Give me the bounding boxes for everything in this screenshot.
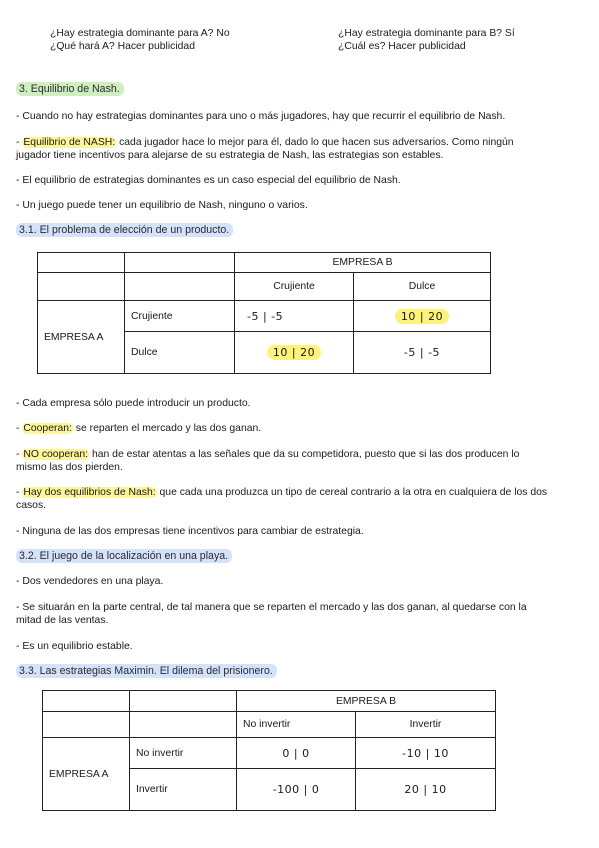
company-a-header: EMPRESA A (38, 301, 125, 374)
section-3-heading-line (16, 83, 581, 96)
s31-p3-text: han de estar atentas a las señales que da su competidora, puesto que si las dos producen lo (89, 449, 520, 460)
empty-cell (130, 691, 237, 712)
prisoners-dilemma-payoff-table (42, 690, 496, 811)
company-b-header: EMPRESA B (237, 691, 496, 712)
section-33-heading-line (16, 665, 581, 678)
cooperan-term: Cooperan: (23, 423, 72, 434)
s31-paragraph-2 (16, 422, 581, 435)
nash-payoff-value: 10 | 20 (267, 345, 321, 360)
section-33-heading: 3.3. Las estrategias Maximin. El dilema del prisionero. (16, 664, 277, 678)
s32-paragraph-3: - Es un equilibrio estable. (16, 641, 133, 652)
payoff-noinv-noinv (237, 738, 356, 769)
payoff-dulce-dulce (354, 332, 491, 374)
payoff-crujiente-crujiente (235, 301, 354, 332)
empty-cell (130, 712, 237, 738)
s3-paragraph-2 (16, 136, 581, 162)
s31-paragraph-3 (16, 448, 581, 474)
nash-payoff-value: 10 | 20 (395, 309, 449, 324)
b-dominant-question: ¿Hay estrategia dominante para B? Sí (338, 28, 515, 39)
s31-p3-text-line2: mismo las dos pierden. (16, 462, 123, 473)
s31-p4-text-line2: casos. (16, 500, 47, 511)
row-header-no-invertir: No invertir (130, 738, 237, 769)
col-header-no-invertir: No invertir (237, 712, 356, 738)
s3-paragraph-3: - El equilibrio de estrategias dominantes es un caso especial del equilibrio de Nash. (16, 175, 401, 186)
payoff-value: 20 | 10 (404, 783, 447, 796)
payoff-value: 0 | 0 (282, 746, 310, 760)
empty-cell (38, 253, 125, 273)
payoff-crujiente-dulce (354, 301, 491, 332)
a-dominant-question: ¿Hay estrategia dominante para A? No (50, 28, 230, 39)
a-action-question: ¿Qué hará A? Hacer publicidad (50, 41, 195, 52)
s32-paragraph-2 (16, 601, 581, 627)
section-31-heading-line (16, 224, 581, 237)
col-header-invertir: Invertir (356, 712, 496, 738)
bullet-dash: - (16, 137, 23, 148)
s3-paragraph-4: - Un juego puede tener un equilibrio de Nash, ninguno o varios. (16, 200, 308, 211)
empty-cell (125, 253, 235, 273)
payoff-value: -10 | 10 (402, 746, 449, 760)
s32-p2-text-line2: mitad de las ventas. (16, 615, 109, 626)
payoff-value: -5 | -5 (403, 346, 441, 359)
s32-paragraph-1: - Dos vendedores en una playa. (16, 576, 164, 587)
nash-equilibrium-term: Equilibrio de NASH: (23, 137, 116, 148)
s31-paragraph-5: - Ninguna de las dos empresas tiene incentivos para cambiar de estrategia. (16, 526, 364, 537)
col-header-dulce: Dulce (354, 273, 491, 301)
empty-cell (125, 273, 235, 301)
section-32-heading-line (16, 550, 581, 563)
row-header-dulce: Dulce (125, 332, 235, 374)
bullet-dash: - (16, 487, 23, 498)
s3-paragraph-1: - Cuando no hay estrategias dominantes para uno o más jugadores, hay que recurrir el equilibrio de Nash. (16, 111, 506, 122)
bullet-dash: - (16, 423, 23, 434)
product-choice-payoff-table (37, 252, 491, 374)
payoff-inv-inv (356, 769, 496, 811)
col-header-crujiente: Crujiente (235, 273, 354, 301)
payoff-noinv-inv (356, 738, 496, 769)
empty-cell (43, 691, 130, 712)
bullet-dash: - (16, 449, 23, 460)
s3-p2-text-line2: jugador tiene incentivos para alejarse de su estrategia de Nash, las estrategias son estables. (16, 150, 444, 161)
payoff-dulce-crujiente (235, 332, 354, 374)
company-a-header: EMPRESA A (43, 738, 130, 811)
s32-p2-text: - Se situarán en la parte central, de tal manera que se reparten el mercado y las dos ganan, al quedarse con la (16, 602, 527, 613)
two-nash-equilibria-term: Hay dos equilibrios de Nash: (23, 487, 156, 498)
company-b-header: EMPRESA B (235, 253, 491, 273)
s3-p2-text: cada jugador hace lo mejor para él, dado lo que hacen sus adversarios. Como ningún (116, 137, 514, 148)
payoff-value: -100 | 0 (272, 783, 320, 796)
no-cooperan-term: NO cooperan: (23, 449, 89, 460)
payoff-value: -5 | -5 (247, 309, 284, 323)
s31-paragraph-4 (16, 486, 581, 512)
section-32-heading: 3.2. El juego de la localización en una playa. (16, 549, 232, 563)
payoff-inv-noinv (237, 769, 356, 811)
empty-cell (38, 273, 125, 301)
row-header-invertir: Invertir (130, 769, 237, 811)
s31-paragraph-1: - Cada empresa sólo puede introducir un producto. (16, 398, 251, 409)
section-3-heading: 3. Equilibrio de Nash. (16, 82, 124, 96)
b-action-question: ¿Cuál es? Hacer publicidad (338, 41, 466, 52)
s31-p2-text: se reparten el mercado y las dos ganan. (72, 423, 262, 434)
top-left-questions (50, 27, 230, 53)
s31-p4-text: que cada una produzca un tipo de cereal contrario a la otra en cualquiera de los dos (156, 487, 548, 498)
section-31-heading: 3.1. El problema de elección de un producto. (16, 223, 233, 237)
empty-cell (43, 712, 130, 738)
top-right-questions (338, 27, 515, 53)
row-header-crujiente: Crujiente (125, 301, 235, 332)
